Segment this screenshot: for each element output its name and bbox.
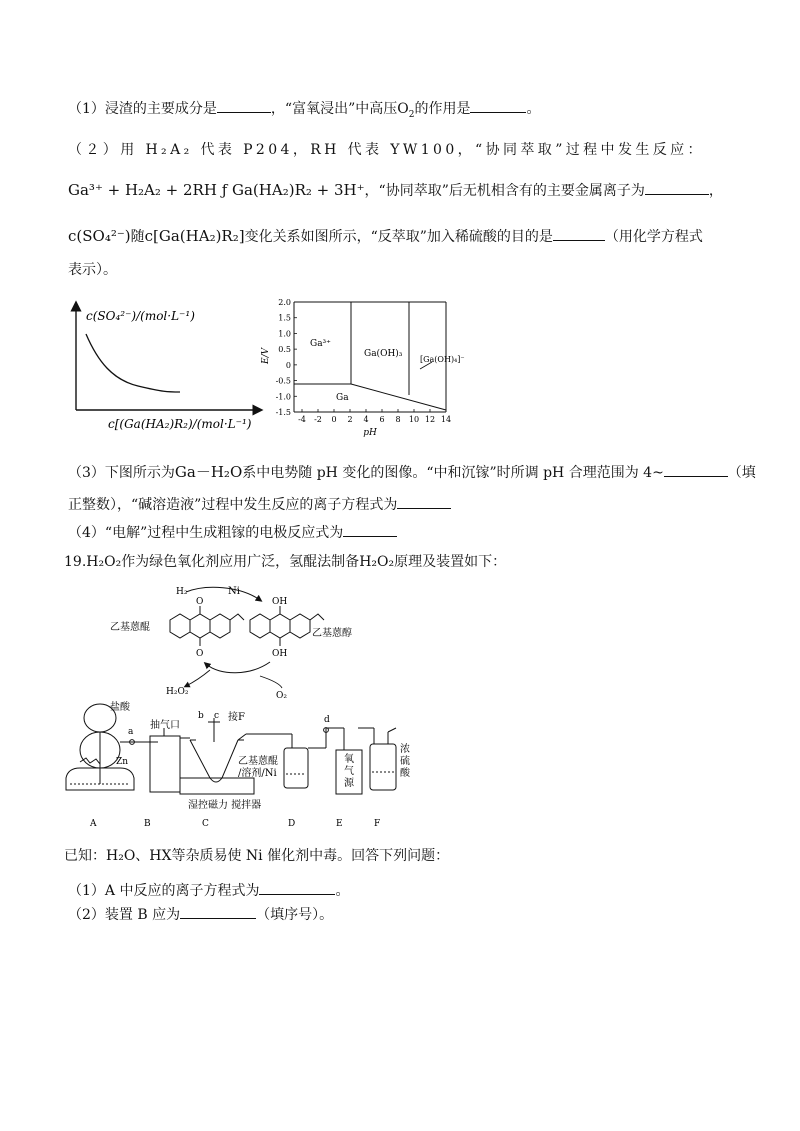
answer-blank[interactable] (470, 98, 526, 113)
x-tick-label: 12 (424, 415, 436, 424)
apparatus-diagram (40, 698, 480, 838)
svg-text:湿控磁力 搅拌器: 湿控磁力 搅拌器 (188, 800, 262, 811)
x-tick-label: 4 (363, 415, 369, 424)
answer-blank[interactable] (397, 494, 451, 509)
y-tick-label: 2.0 (278, 298, 291, 307)
anthraquinone-cycle-diagram (110, 580, 370, 700)
label-F: F (374, 819, 381, 829)
x-tick-label: 8 (395, 415, 401, 424)
graph1-xlabel: c[(Ga(HA₂)R₂)/(mol·L⁻¹) (108, 417, 252, 431)
y-axis-label: E/V (261, 347, 271, 364)
svg-text:抽气口: 抽气口 (150, 720, 180, 731)
svg-text:接F: 接F (228, 712, 245, 723)
oxygen-source-label: 氧气源 (344, 754, 354, 789)
bottle-d (284, 748, 308, 788)
answer-blank[interactable] (664, 462, 728, 477)
answer-blank[interactable] (645, 180, 709, 195)
svg-text:b: b (198, 711, 204, 721)
sulfuric-acid-label: 浓硫酸 (400, 744, 410, 779)
x-tick-label: 14 (440, 415, 452, 424)
label-A: A (90, 819, 97, 829)
region-ga: Ga (336, 393, 349, 403)
x-tick-label: -4 (298, 415, 306, 424)
concentration-graph (68, 300, 268, 440)
q19-known: 已知：H₂O、HX等杂质易使 Ni 催化剂中毒。回答下列问题： (64, 848, 450, 864)
x-tick-label: 0 (331, 415, 337, 424)
y-tick-label: 0 (285, 360, 291, 370)
ethylanthrahydroquinone-structure (250, 606, 324, 646)
answer-blank[interactable] (553, 226, 605, 241)
answer-blank[interactable] (217, 98, 271, 113)
svg-text:H₂O₂: H₂O₂ (166, 687, 189, 697)
svg-text:Ni: Ni (228, 586, 240, 597)
svg-text:O₂: O₂ (276, 691, 287, 701)
q18-part4: （4）“电解”过程中生成粗镓的电极反应式为 (68, 522, 397, 543)
q18-part2-line2: Ga³⁺ + H₂A₂ + 2RH ƒ Ga(HA₂)R₂ + 3H⁺，“协同萃取”后无机相含有的主要金属离子为 ， (68, 181, 723, 199)
svg-text:/溶剂/Ni: /溶剂/Ni (238, 768, 277, 779)
label-D: D (288, 819, 296, 829)
x-tick-label: 2 (347, 415, 353, 424)
svg-text:c: c (214, 711, 220, 721)
y-tick-label: 0.5 (278, 345, 291, 355)
x-tick-label: -2 (314, 415, 322, 424)
kipp-apparatus-a (66, 704, 136, 790)
reactor-c (190, 740, 238, 782)
y-tick-label: -1.5 (275, 408, 291, 417)
ethylanthrahydroquinone-label: 乙基蒽醇 (312, 628, 352, 639)
x-tick-labels (298, 415, 451, 424)
svg-text:d: d (324, 715, 330, 725)
label-E: E (336, 819, 343, 829)
q18-part1: （1）浸渣的主要成分是 ，“富氧浸出”中高压$O_2$的作用是 。 (68, 98, 540, 125)
svg-text:乙基蒽醌: 乙基蒽醌 (238, 756, 278, 767)
bottle-f (370, 744, 396, 790)
q19-subquestion-1: （1）A 中反应的离子方程式为 。 (68, 880, 349, 901)
label-B: B (144, 819, 151, 829)
bottle-b (150, 736, 180, 792)
decay-curve (86, 334, 180, 392)
reaction-equation: Ga³⁺ + H₂A₂ + 2RH ƒ Ga(HA₂)R₂ + 3H⁺ (68, 181, 365, 199)
q18-part2-line4: 表示）。 (68, 262, 117, 278)
svg-text:Zn: Zn (116, 757, 129, 767)
q18-part3-line1: （3）下图所示为Ga－H₂O系中电势随 pH 变化的图像。“中和沉镓”时所调 pH 合理范围为 4~ （填 (68, 463, 756, 481)
x-tick-label: 6 (379, 415, 385, 424)
y-tick-labels (276, 298, 291, 417)
y-tick-label: -1.0 (275, 392, 291, 402)
x-tick-label: 10 (408, 415, 420, 424)
region-gaoh3: Ga(OH)₃ (364, 349, 403, 359)
q18-part2-line3: c(SO₄²⁻)随c[Ga(HA₂)R₂]变化关系如图所示，“反萃取”加入稀硫酸的目的是 （用化学方程式 (68, 227, 703, 245)
svg-text:O: O (196, 649, 204, 659)
x-axis-label: pH (363, 428, 377, 438)
answer-blank[interactable] (259, 880, 335, 895)
y-tick-label: 1.0 (278, 329, 291, 339)
svg-text:O: O (196, 597, 204, 607)
answer-blank[interactable] (180, 904, 256, 919)
y-tick-label: -0.5 (275, 376, 291, 386)
ethylanthraquinone-label: 乙基蒽醌 (110, 622, 150, 633)
region-gaoh4: [Ga(OH)₄]⁻ (420, 355, 465, 364)
svg-text:OH: OH (272, 597, 288, 607)
q19-intro: 19.H₂O₂作为绿色氧化剂应用广泛，氢醌法制备H₂O₂原理及装置如下： (64, 554, 507, 570)
e-ph-diagram (258, 298, 465, 438)
answer-blank[interactable] (343, 522, 397, 537)
svg-text:H₂: H₂ (176, 587, 188, 597)
q18-part3-line2: 正整数），“碱溶造液”过程中发生反应的离子方程式为 (68, 494, 451, 515)
svg-text:a: a (128, 727, 134, 737)
ethylanthraquinone-structure (170, 606, 244, 646)
graph1-ylabel: c(SO₄²⁻)/(mol·L⁻¹) (86, 309, 195, 323)
y-tick-label: 1.5 (278, 313, 291, 323)
svg-text:OH: OH (272, 649, 288, 659)
region-ga3: Ga³⁺ (310, 339, 331, 349)
svg-text:盐酸: 盐酸 (110, 702, 130, 713)
q19-subquestion-2: （2）装置 B 应为 （填序号）。 (68, 904, 333, 925)
q18-part2-line1: （２）用 H₂A₂ 代表 P204，RH 代表 YW100，“协同萃取”过程中发生反应： (68, 142, 705, 158)
label-C: C (202, 819, 209, 829)
